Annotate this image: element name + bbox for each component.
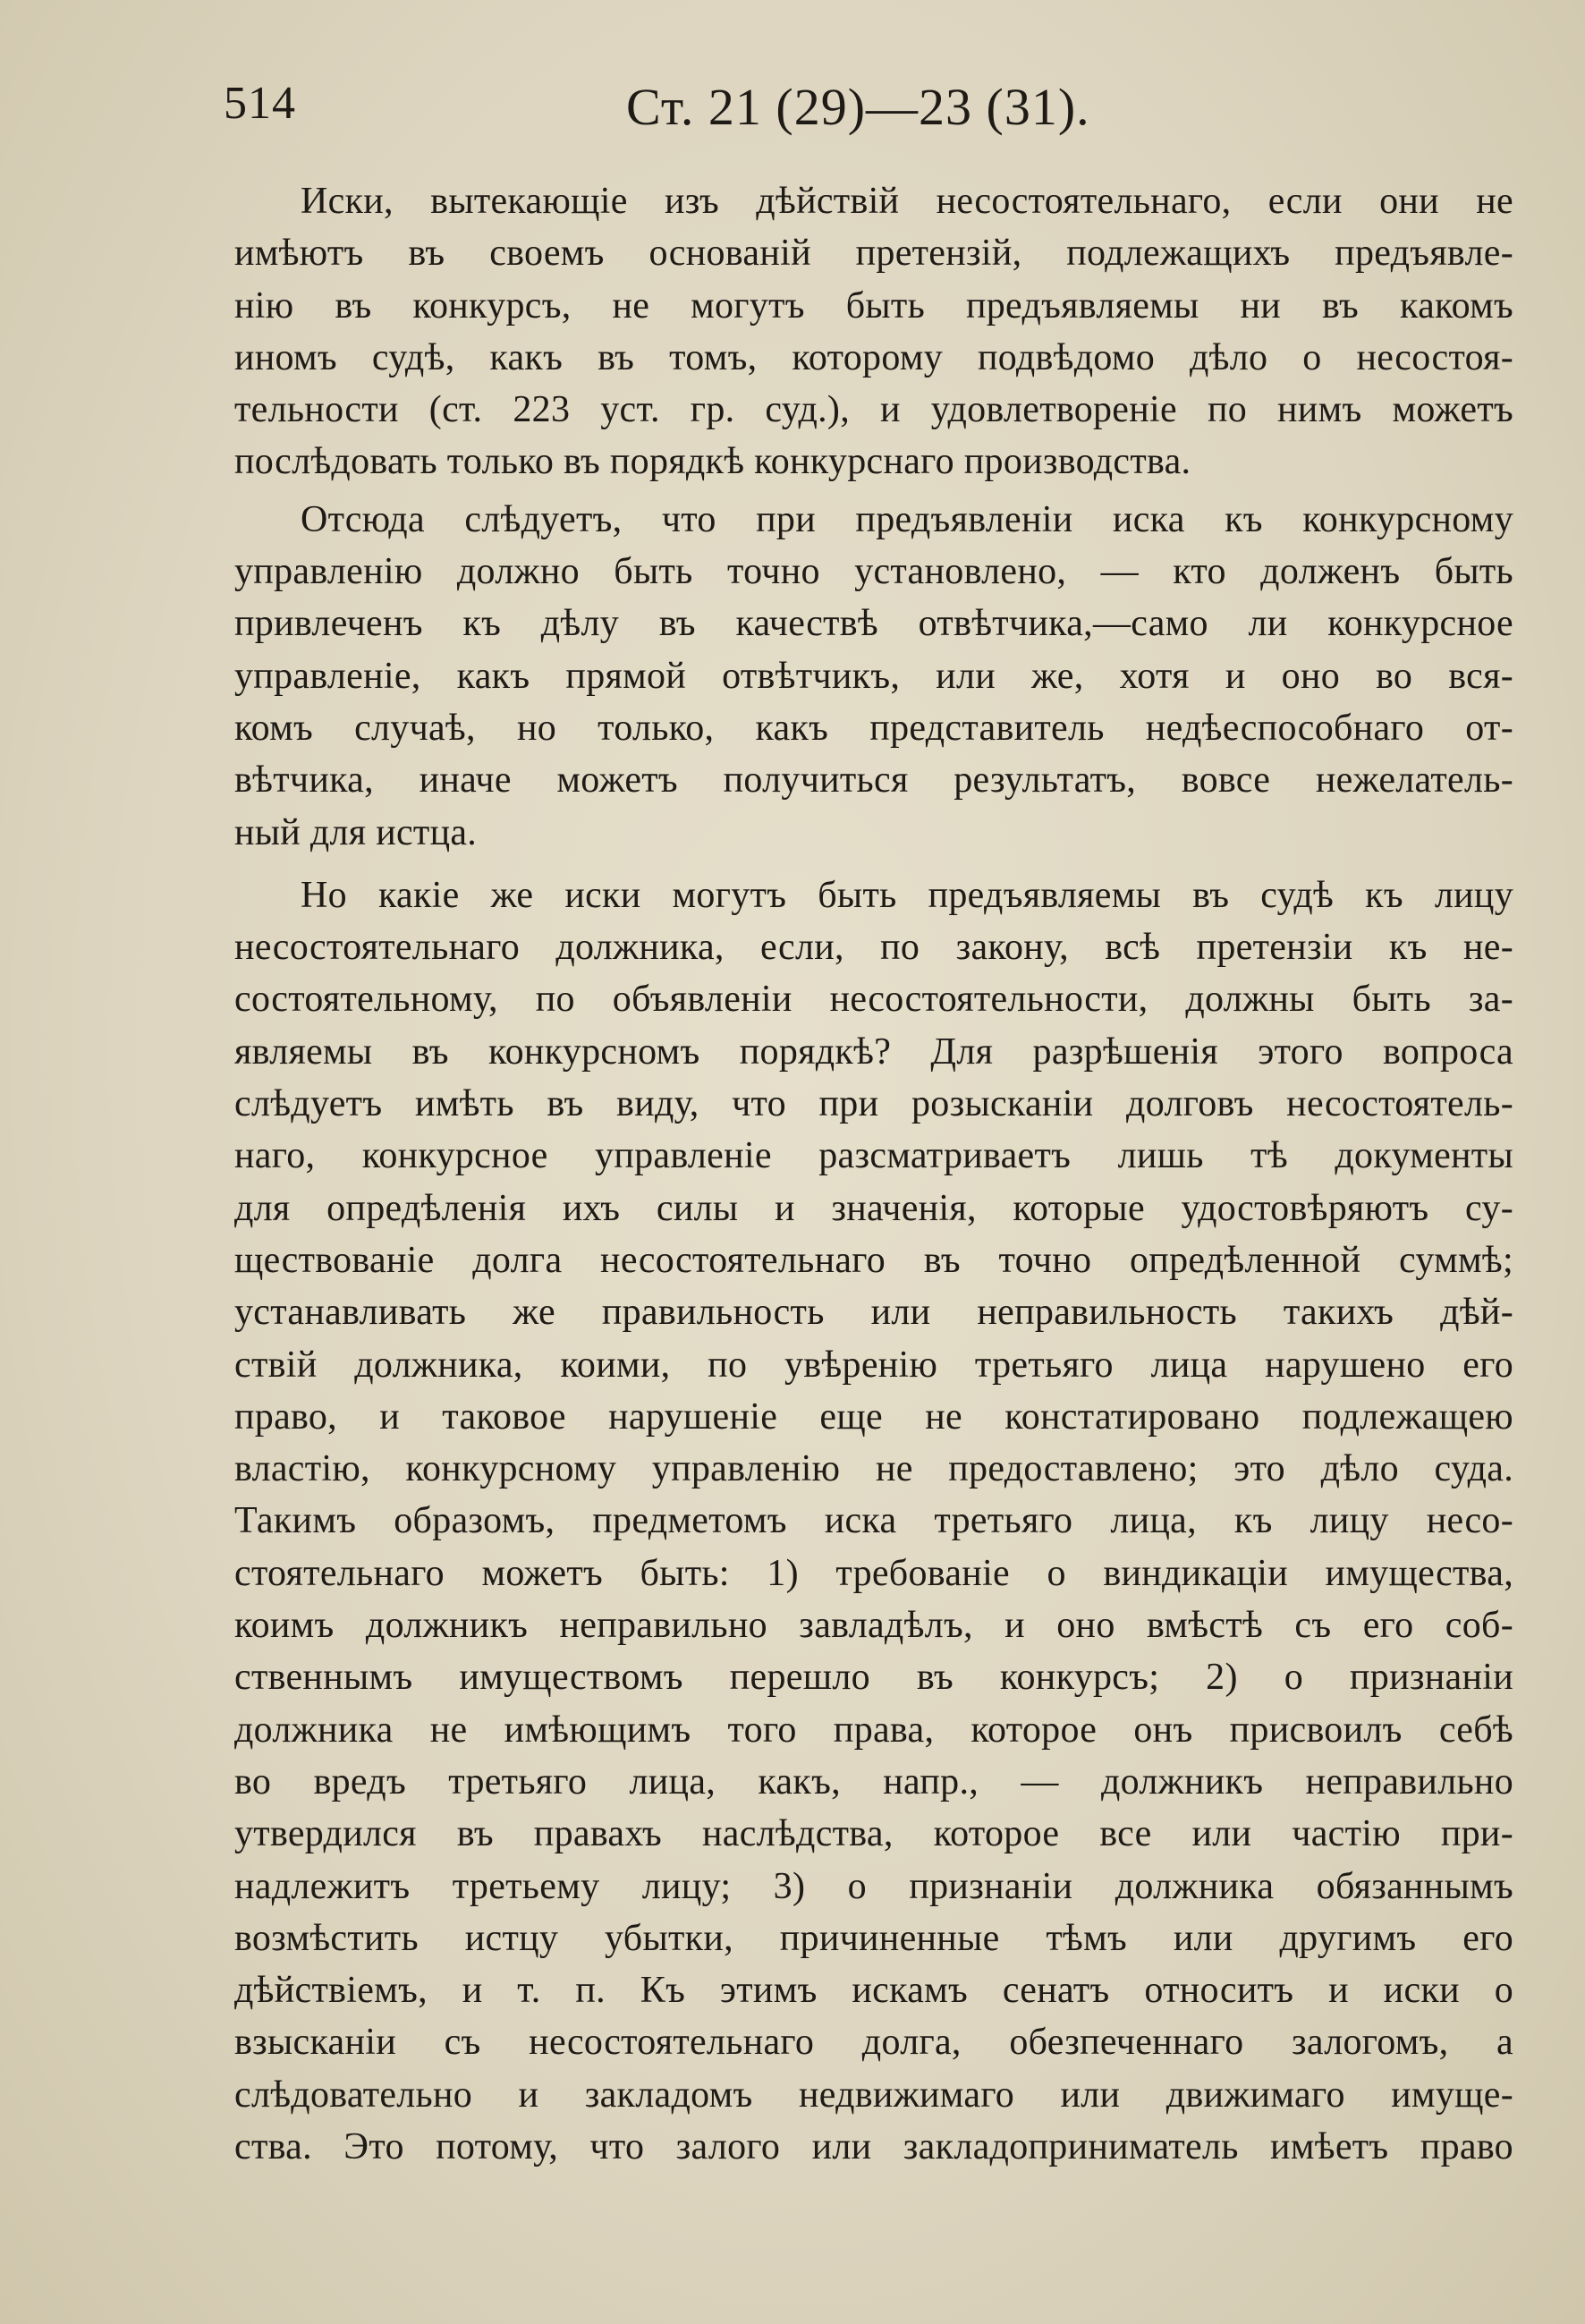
text-line: взысканіи съ несостоятельнаго долга, обезпеченнаго залогомъ, а	[234, 2022, 1513, 2064]
text-line: Но какіе же иски могутъ быть предъявляемы въ судѣ къ лицу	[301, 874, 1513, 916]
paragraph-1	[234, 175, 1513, 488]
text-line: вѣтчика, иначе можетъ получиться результатъ, вовсе нежелатель-	[234, 759, 1513, 802]
text-line: надлежитъ третьему лицу; 3) о признаніи должника обязаннымъ	[234, 1865, 1513, 1907]
text-line: ный для истца.	[234, 811, 478, 853]
text-line: дѣйствіемъ, и т. п. Къ этимъ искамъ сенатъ относитъ и иски о	[234, 1970, 1513, 2012]
text-line: право, и таковое нарушеніе еще не констатировано подлежащею	[234, 1395, 1513, 1438]
page-header	[0, 70, 1585, 141]
text-line: коимъ должникъ неправильно завладѣлъ, и оно вмѣстѣ съ его соб-	[234, 1605, 1513, 1647]
text-line: ства. Это потому, что залого или закладоприниматель имѣетъ право	[234, 2125, 1513, 2167]
text-line: комъ случаѣ, но только, какъ представитель недѣеспособнаго от-	[234, 707, 1513, 749]
text-line: стоятельнаго можетъ быть: 1) требованіе о виндикаціи имущества,	[234, 1552, 1513, 1594]
paragraph-2	[234, 494, 1513, 859]
text-line: иномъ судѣ, какъ въ томъ, которому подвѣдомо дѣло о несостоя-	[234, 336, 1513, 378]
text-line: слѣдовательно и закладомъ недвижимаго или движимаго имуще-	[234, 2074, 1513, 2116]
text-line: утвердился въ правахъ наслѣдства, которое все или частію при-	[234, 1813, 1513, 1855]
text-line: Иски, вытекающіе изъ дѣйствій несостоятельнаго, если они не	[301, 181, 1513, 222]
text-line: ственнымъ имуществомъ перешло въ конкурсъ; 2) о признаніи	[234, 1657, 1513, 1699]
text-line: Отсюда слѣдуетъ, что при предъявленіи иска къ конкурсному	[301, 498, 1513, 540]
text-line: наго, конкурсное управленіе разсматриваетъ лишь тѣ документы	[234, 1135, 1513, 1177]
text-line: Такимъ образомъ, предметомъ иска третьяго лица, къ лицу несо-	[234, 1500, 1513, 1542]
page-number: 514	[224, 78, 296, 129]
text-line: властію, конкурсному управленію не предоставлено; это дѣло суда.	[234, 1448, 1513, 1490]
text-line: устанавливать же правильность или неправильность такихъ дѣй-	[234, 1292, 1513, 1334]
text-line: во вредъ третьяго лица, какъ, напр., — должникъ неправильно	[234, 1760, 1513, 1802]
body-text	[234, 175, 1513, 2173]
text-line: слѣдуетъ имѣть въ виду, что при розысканіи долговъ несостоятель-	[234, 1083, 1513, 1125]
text-line: ществованіе долга несостоятельнаго въ точно опредѣленной суммѣ;	[234, 1239, 1513, 1281]
text-line: возмѣстить истцу убытки, причиненные тѣмъ или другимъ его	[234, 1917, 1513, 1959]
text-line: тельности (ст. 223 уст. гр. суд.), и удовлетвореніе по нимъ можетъ	[234, 389, 1513, 431]
text-line: должника не имѣющимъ того права, которое онъ присвоилъ себѣ	[234, 1709, 1513, 1751]
paragraph-3	[234, 869, 1513, 2173]
text-line: имѣютъ въ своемъ основаній претензій, подлежащихъ предъявле-	[234, 233, 1513, 275]
text-line: ствій должника, коими, по увѣренію третьяго лица нарушено его	[234, 1344, 1513, 1386]
text-line: управленіе, какъ прямой отвѣтчикъ, или же, хотя и оно во вся-	[234, 655, 1513, 697]
text-line: состоятельному, по объявленіи несостоятельности, должны быть за-	[234, 979, 1513, 1021]
text-line: нію въ конкурсъ, не могутъ быть предъявляемы ни въ какомъ	[234, 284, 1513, 327]
text-line: управленію должно быть точно установлено, — кто долженъ быть	[234, 551, 1513, 593]
text-line: несостоятельнаго должника, если, по закону, всѣ претензіи къ не-	[234, 927, 1513, 969]
text-line: для опредѣленія ихъ силы и значенія, которые удостовѣряютъ су-	[234, 1187, 1513, 1229]
text-line: являемы въ конкурсномъ порядкѣ? Для разрѣшенія этого вопроса	[234, 1031, 1513, 1073]
running-head: Ст. 21 (29)—23 (31).	[626, 78, 1090, 136]
text-line: привлеченъ къ дѣлу въ качествѣ отвѣтчика,—само ли конкурсное	[234, 603, 1513, 645]
text-line: послѣдовать только въ порядкѣ конкурснаго производства.	[234, 441, 1191, 483]
